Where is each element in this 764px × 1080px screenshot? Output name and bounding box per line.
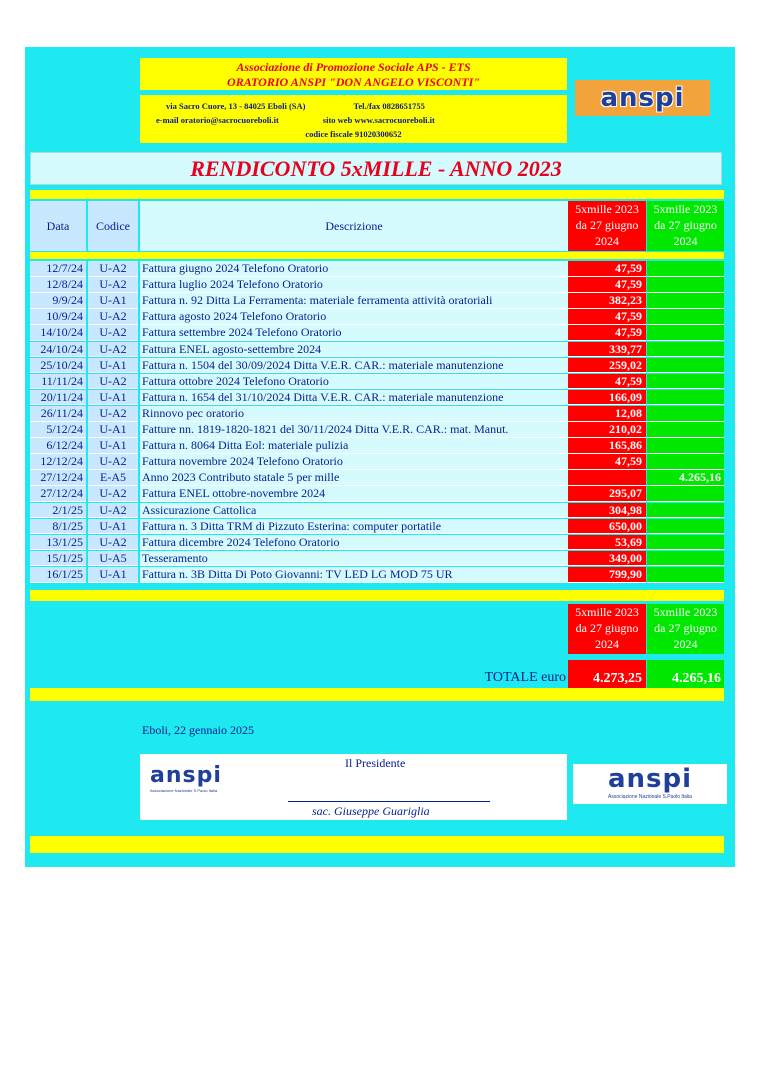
table-row <box>30 261 724 277</box>
row-description: Fattura n. 3B Ditta Di Poto Giovanni: TV LED LG MOD 75 UR <box>140 567 568 583</box>
total-header-expenses-line3: 2024 <box>595 637 619 651</box>
row-income-amount <box>647 503 724 519</box>
header-expenses-line2: da 27 giugno <box>575 218 639 232</box>
header-date: Data <box>30 201 86 251</box>
row-expense-amount: 650,00 <box>568 519 646 535</box>
header-expenses <box>568 201 646 251</box>
row-income-amount <box>647 325 724 341</box>
row-income-amount <box>647 261 724 277</box>
row-code: U-A2 <box>88 261 138 277</box>
email-text: e-mail oratorio@sacrocuoreboli.it <box>156 115 279 125</box>
total-header-expenses <box>568 604 646 654</box>
table-row <box>30 374 724 390</box>
total-expenses: 4.273,25 <box>568 660 646 688</box>
association-title-line1: Associazione di Promozione Sociale APS - ETS <box>236 60 471 74</box>
header-code: Codice <box>88 201 138 251</box>
row-expense-amount: 259,02 <box>568 358 646 374</box>
row-code: U-A1 <box>88 390 138 406</box>
row-code: U-A2 <box>88 486 138 502</box>
header-income-line2: da 27 giugno <box>654 218 717 232</box>
place-date: Eboli, 22 gennaio 2025 <box>142 723 254 737</box>
row-date: 24/10/24 <box>30 342 86 358</box>
signature-box <box>140 754 567 820</box>
row-code: U-A1 <box>88 358 138 374</box>
total-header-income-line3: 2024 <box>673 637 698 651</box>
row-date: 5/12/24 <box>30 422 86 438</box>
row-description: Anno 2023 Contributo statale 5 per mille <box>140 470 568 486</box>
row-income-amount <box>647 342 724 358</box>
row-income-amount <box>647 535 724 551</box>
table-row <box>30 486 724 502</box>
row-code: U-A2 <box>88 374 138 390</box>
table-row <box>30 390 724 406</box>
row-description: Assicurazione Cattolica <box>140 503 568 519</box>
row-description: Fattura ENEL agosto-settembre 2024 <box>140 342 568 358</box>
table-row <box>30 503 724 519</box>
president-label: Il Presidente <box>345 756 406 770</box>
yellow-footer-bar <box>30 836 724 853</box>
row-description: Fattura ottobre 2024 Telefono Oratorio <box>140 374 568 390</box>
yellow-separator <box>30 190 724 199</box>
row-description: Fattura agosto 2024 Telefono Oratorio <box>140 309 568 325</box>
row-expense-amount: 349,00 <box>568 551 646 567</box>
row-code: U-A1 <box>88 422 138 438</box>
anspi-logo-small <box>150 762 222 788</box>
row-income-amount <box>647 390 724 406</box>
anspi-logo-header <box>575 80 710 116</box>
header-income-line1: 5xmille 2023 <box>653 202 718 216</box>
yellow-separator <box>30 590 724 601</box>
header-expenses-line3: 2024 <box>595 234 619 248</box>
row-date: 27/12/24 <box>30 486 86 502</box>
signature-name: sac. Giuseppe Guariglia <box>312 804 430 818</box>
table-row <box>30 309 724 325</box>
row-income-amount <box>647 293 724 309</box>
table-row <box>30 342 724 358</box>
table-row <box>30 406 724 422</box>
row-expense-amount: 166,09 <box>568 390 646 406</box>
table-row <box>30 293 724 309</box>
row-description: Fattura giugno 2024 Telefono Oratorio <box>140 261 568 277</box>
row-date: 14/10/24 <box>30 325 86 341</box>
row-date: 26/11/24 <box>30 406 86 422</box>
total-header-expenses-line2: da 27 giugno <box>575 621 639 635</box>
fiscal-code-text: codice fiscale 91020300652 <box>305 129 402 139</box>
row-expense-amount: 47,59 <box>568 325 646 341</box>
signature-line <box>288 801 490 802</box>
row-code: U-A2 <box>88 406 138 422</box>
table-row <box>30 277 724 293</box>
row-date: 12/7/24 <box>30 261 86 277</box>
association-title-line2: ORATORIO ANSPI "DON ANGELO VISCONTI" <box>227 75 480 89</box>
row-description: Fattura n. 1504 del 30/09/2024 Ditta V.E.R. CAR.: materiale manutenzione <box>140 358 568 374</box>
row-code: U-A1 <box>88 567 138 583</box>
row-expense-amount: 47,59 <box>568 454 646 470</box>
website-text: sito web www.sacrocuoreboli.it <box>322 115 435 125</box>
total-header-expenses-line1: 5xmille 2023 <box>575 605 639 619</box>
table-row <box>30 567 724 583</box>
row-expense-amount: 339,77 <box>568 342 646 358</box>
row-description: Fattura n. 92 Ditta La Ferramenta: materiale ferramenta attività oratoriali <box>140 293 568 309</box>
row-income-amount <box>647 358 724 374</box>
row-expense-amount: 12,08 <box>568 406 646 422</box>
row-income-amount <box>647 309 724 325</box>
row-expense-amount: 382,23 <box>568 293 646 309</box>
row-income-amount <box>647 277 724 293</box>
row-code: U-A2 <box>88 309 138 325</box>
address-text: via Sacro Cuore, 13 - 84025 Eboli (SA) <box>166 101 306 111</box>
anspi-caption-small: Associazione Nazionale S.Paolo Italia <box>150 788 218 793</box>
table-row <box>30 470 724 486</box>
header-description: Descrizione <box>140 201 568 251</box>
table-row <box>30 358 724 374</box>
table-row <box>30 422 724 438</box>
row-date: 20/11/24 <box>30 390 86 406</box>
table-row <box>30 454 724 470</box>
row-income-amount <box>647 486 724 502</box>
row-expense-amount: 47,59 <box>568 309 646 325</box>
total-income: 4.265,16 <box>647 660 724 688</box>
row-code: U-A2 <box>88 325 138 341</box>
anspi-logo-footer-text: anspi <box>607 764 693 794</box>
contact-info <box>140 95 567 143</box>
page-title: RENDICONTO 5xMILLE - ANNO 2023 <box>30 152 722 185</box>
row-description: Fattura novembre 2024 Telefono Oratorio <box>140 454 568 470</box>
row-income-amount <box>647 406 724 422</box>
row-date: 6/12/24 <box>30 438 86 454</box>
row-date: 25/10/24 <box>30 358 86 374</box>
row-date: 9/9/24 <box>30 293 86 309</box>
table-row <box>30 325 724 341</box>
table-row <box>30 519 724 535</box>
total-header-income <box>647 604 724 654</box>
row-code: E-A5 <box>88 470 138 486</box>
row-date: 11/11/24 <box>30 374 86 390</box>
row-description: Fattura dicembre 2024 Telefono Oratorio <box>140 535 568 551</box>
row-expense-amount: 47,59 <box>568 277 646 293</box>
yellow-separator <box>30 688 724 701</box>
row-expense-amount: 165,86 <box>568 438 646 454</box>
row-code: U-A1 <box>88 438 138 454</box>
row-income-amount: 4.265,16 <box>647 470 724 486</box>
row-code: U-A2 <box>88 342 138 358</box>
row-expense-amount: 799,90 <box>568 567 646 583</box>
anspi-logo-footer <box>573 764 727 804</box>
row-date: 8/1/25 <box>30 519 86 535</box>
row-expense-amount: 53,69 <box>568 535 646 551</box>
total-header-income-line1: 5xmille 2023 <box>653 605 718 619</box>
row-date: 10/9/24 <box>30 309 86 325</box>
row-expense-amount: 47,59 <box>568 261 646 277</box>
row-income-amount <box>647 374 724 390</box>
row-description: Fattura n. 8064 Ditta Eol: materiale pulizia <box>140 438 568 454</box>
row-description: Tesseramento <box>140 551 568 567</box>
row-description: Fattura settembre 2024 Telefono Oratorio <box>140 325 568 341</box>
table-row <box>30 438 724 454</box>
association-title <box>140 58 567 90</box>
anspi-logo-footer-caption: Associazione Nazionale S.Paolo Italia <box>608 794 692 800</box>
row-expense-amount: 47,59 <box>568 374 646 390</box>
row-code: U-A2 <box>88 503 138 519</box>
row-description: Fattura luglio 2024 Telefono Oratorio <box>140 277 568 293</box>
header-income <box>647 201 724 251</box>
row-date: 2/1/25 <box>30 503 86 519</box>
row-code: U-A2 <box>88 277 138 293</box>
table-row <box>30 535 724 551</box>
row-expense-amount: 210,02 <box>568 422 646 438</box>
row-income-amount <box>647 567 724 583</box>
total-label: TOTALE euro <box>484 670 566 685</box>
row-code: U-A2 <box>88 535 138 551</box>
row-description: Fattura n. 3 Ditta TRM di Pizzuto Esterina: computer portatile <box>140 519 568 535</box>
anspi-logo-text: anspi <box>600 83 685 113</box>
row-description: Fatture nn. 1819-1820-1821 del 30/11/2024 Ditta V.E.R. CAR.: mat. Manut. <box>140 422 568 438</box>
row-date: 12/8/24 <box>30 277 86 293</box>
header-income-line3: 2024 <box>673 234 698 248</box>
row-code: U-A1 <box>88 293 138 309</box>
row-code: U-A1 <box>88 519 138 535</box>
row-code: U-A2 <box>88 454 138 470</box>
row-description: Rinnovo pec oratorio <box>140 406 568 422</box>
row-description: Fattura ENEL ottobre-novembre 2024 <box>140 486 568 502</box>
row-date: 13/1/25 <box>30 535 86 551</box>
row-income-amount <box>647 551 724 567</box>
total-header-income-line2: da 27 giugno <box>654 621 717 635</box>
row-date: 15/1/25 <box>30 551 86 567</box>
anspi-logo-small-text: anspi <box>150 763 222 788</box>
row-date: 16/1/25 <box>30 567 86 583</box>
phone-text: Tel./fax 0828651755 <box>353 101 425 111</box>
row-expense-amount: 304,98 <box>568 503 646 519</box>
row-income-amount <box>647 454 724 470</box>
row-description: Fattura n. 1654 del 31/10/2024 Ditta V.E.R. CAR.: materiale manutenzione <box>140 390 568 406</box>
row-income-amount <box>647 438 724 454</box>
header-expenses-line1: 5xmille 2023 <box>575 202 639 216</box>
row-date: 12/12/24 <box>30 454 86 470</box>
yellow-separator <box>30 252 724 259</box>
row-income-amount <box>647 519 724 535</box>
row-date: 27/12/24 <box>30 470 86 486</box>
row-code: U-A5 <box>88 551 138 567</box>
row-expense-amount <box>568 470 646 486</box>
row-income-amount <box>647 422 724 438</box>
row-expense-amount: 295,07 <box>568 486 646 502</box>
table-row <box>30 551 724 567</box>
